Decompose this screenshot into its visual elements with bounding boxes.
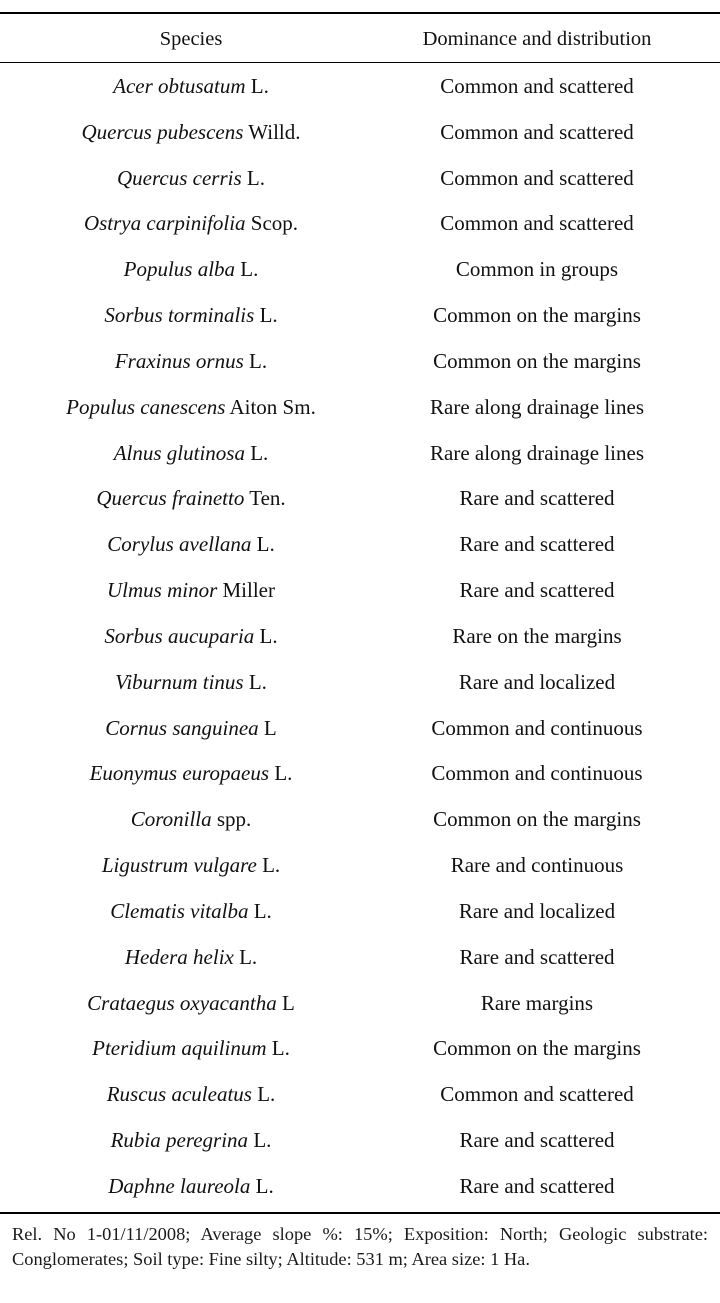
dominance-value: Common and scattered: [440, 165, 634, 190]
species-name: [0, 576, 382, 604]
species-authority: Aiton Sm.: [229, 394, 316, 419]
species-authority: L.: [250, 440, 269, 465]
species-binomial: Corylus avellana: [107, 532, 252, 557]
dominance-value: Common and scattered: [440, 211, 634, 236]
dominance-value: Rare margins: [480, 990, 594, 1015]
species-name: [0, 209, 382, 237]
dominance-value: Common in groups: [455, 257, 619, 282]
species-binomial: Clematis vitalba: [110, 898, 249, 923]
species-name: [0, 805, 382, 833]
species-name: [0, 622, 382, 650]
table-row: [0, 431, 720, 477]
species-binomial: Ligustrum vulgare: [101, 853, 257, 878]
species-name: [0, 668, 382, 696]
species-authority: L.: [257, 1082, 276, 1107]
table-row: [0, 1164, 720, 1210]
species-authority: Scop.: [250, 211, 299, 236]
species-authority: L.: [274, 761, 293, 786]
table-row: [0, 981, 720, 1027]
table-row: [0, 110, 720, 156]
table-row: [0, 660, 720, 706]
species-binomial: Acer obtusatum: [113, 74, 246, 98]
dominance-value: Common and scattered: [440, 74, 634, 98]
dominance-value: Rare and scattered: [459, 532, 615, 557]
table-row: [0, 1118, 720, 1164]
species-name: [0, 989, 382, 1017]
table-row: [0, 1026, 720, 1072]
table-footnote: Rel. No 1-01/11/2008; Average slope %: 15%; Exposition: North; Geologic substrate: Conglomerates; Soil type: Fine silty; Altitude: 531 m; Area size: 1 Ha.: [12, 1224, 708, 1269]
species-authority: L.: [240, 257, 259, 282]
dominance-value: Rare and scattered: [459, 1173, 615, 1198]
table-header-row: [0, 14, 720, 62]
species-name: [0, 759, 382, 787]
dominance-value: Rare and scattered: [459, 486, 615, 511]
species-name: [0, 1172, 382, 1200]
species-name: [0, 393, 382, 421]
species-binomial: Coronilla: [130, 807, 212, 832]
species-authority: L.: [259, 623, 278, 648]
dominance-value: Common on the margins: [433, 348, 641, 373]
species-binomial: Ulmus minor: [106, 578, 218, 603]
dominance-value: Rare along drainage lines: [430, 394, 644, 419]
species-binomial: Populus alba: [123, 257, 236, 282]
species-authority: L.: [253, 898, 272, 923]
species-authority: spp.: [216, 807, 252, 832]
species-binomial: Quercus frainetto: [96, 486, 245, 511]
species-authority: L.: [239, 944, 258, 969]
species-binomial: Sorbus torminalis: [104, 303, 255, 328]
table-header-rule: [0, 62, 720, 63]
table-row: [0, 935, 720, 981]
dominance-value: Rare and scattered: [459, 1128, 615, 1153]
dominance-value: Common and scattered: [440, 119, 634, 144]
species-binomial: Sorbus aucuparia: [104, 623, 255, 648]
species-authority: L.: [262, 853, 281, 878]
species-binomial: Euonymus europaeus: [89, 761, 270, 786]
table-row: [0, 614, 720, 660]
species-binomial: Crataegus oxyacantha: [87, 990, 277, 1015]
header-species: Species: [159, 28, 223, 50]
table-row: [0, 797, 720, 843]
table-row: [0, 706, 720, 752]
species-authority: Willd.: [248, 119, 301, 144]
species-authority: L.: [255, 1173, 274, 1198]
species-binomial: Cornus sanguinea: [105, 715, 259, 740]
table-body: [0, 64, 720, 1210]
dominance-value: Common and scattered: [440, 1082, 634, 1107]
table-row: [0, 293, 720, 339]
species-binomial: Hedera helix: [124, 944, 234, 969]
species-binomial: Populus canescens: [66, 394, 226, 419]
species-name: [0, 72, 382, 100]
species-binomial: Fraxinus ornus: [114, 348, 244, 373]
table-row: [0, 339, 720, 385]
species-binomial: Daphne laureola: [108, 1173, 251, 1198]
species-name: [0, 301, 382, 329]
table-bottom-rule: [0, 1212, 720, 1214]
species-binomial: Viburnum tinus: [115, 669, 244, 694]
species-name: [0, 255, 382, 283]
species-name: [0, 897, 382, 925]
species-name: [0, 164, 382, 192]
species-authority: L.: [250, 74, 269, 98]
table-row: [0, 201, 720, 247]
table-row: [0, 522, 720, 568]
species-name: [0, 347, 382, 375]
species-name: [0, 484, 382, 512]
table-row: [0, 568, 720, 614]
species-name: [0, 439, 382, 467]
dominance-value: Rare and continuous: [450, 853, 624, 878]
species-name: [0, 118, 382, 146]
header-dominance: Dominance and distribution: [422, 28, 652, 50]
table-row: [0, 889, 720, 935]
species-authority: L.: [246, 165, 265, 190]
species-name: [0, 530, 382, 558]
species-name: [0, 851, 382, 879]
dominance-value: Common and continuous: [431, 761, 643, 786]
dominance-value: Rare and scattered: [459, 944, 615, 969]
species-authority: L.: [248, 669, 267, 694]
dominance-value: Rare and scattered: [459, 578, 615, 603]
species-authority: Miller: [222, 578, 275, 603]
table-row: [0, 247, 720, 293]
species-binomial: Pteridium aquilinum: [92, 1036, 267, 1061]
species-binomial: Alnus glutinosa: [113, 440, 245, 465]
dominance-value: Common on the margins: [433, 807, 641, 832]
species-name: [0, 1080, 382, 1108]
dominance-value: Rare and localized: [458, 669, 616, 694]
table-row: [0, 385, 720, 431]
species-authority: L: [263, 715, 277, 740]
species-authority: L.: [256, 532, 275, 557]
species-binomial: Ostrya carpinifolia: [83, 211, 246, 236]
dominance-value: Rare and localized: [458, 898, 616, 923]
table-row: [0, 751, 720, 797]
table-row: [0, 476, 720, 522]
table-row: [0, 156, 720, 202]
dominance-value: Rare along drainage lines: [430, 440, 644, 465]
table-row: [0, 64, 720, 110]
table-row: [0, 1072, 720, 1118]
species-name: [0, 943, 382, 971]
species-authority: L.: [271, 1036, 290, 1061]
dominance-value: Rare on the margins: [452, 623, 622, 648]
dominance-value: Common on the margins: [433, 1036, 641, 1061]
species-binomial: Quercus cerris: [117, 165, 242, 190]
species-binomial: Quercus pubescens: [81, 119, 244, 144]
species-authority: Ten.: [249, 486, 286, 511]
species-name: [0, 1034, 382, 1062]
species-name: [0, 1126, 382, 1154]
species-authority: L: [281, 990, 295, 1015]
species-binomial: Rubia peregrina: [110, 1128, 249, 1153]
dominance-value: Common and continuous: [431, 715, 643, 740]
species-binomial: Ruscus aculeatus: [106, 1082, 252, 1107]
table-row: [0, 843, 720, 889]
species-name: [0, 714, 382, 742]
species-authority: L.: [259, 303, 278, 328]
dominance-value: Common on the margins: [433, 303, 641, 328]
species-authority: L.: [253, 1128, 272, 1153]
species-authority: L.: [249, 348, 268, 373]
